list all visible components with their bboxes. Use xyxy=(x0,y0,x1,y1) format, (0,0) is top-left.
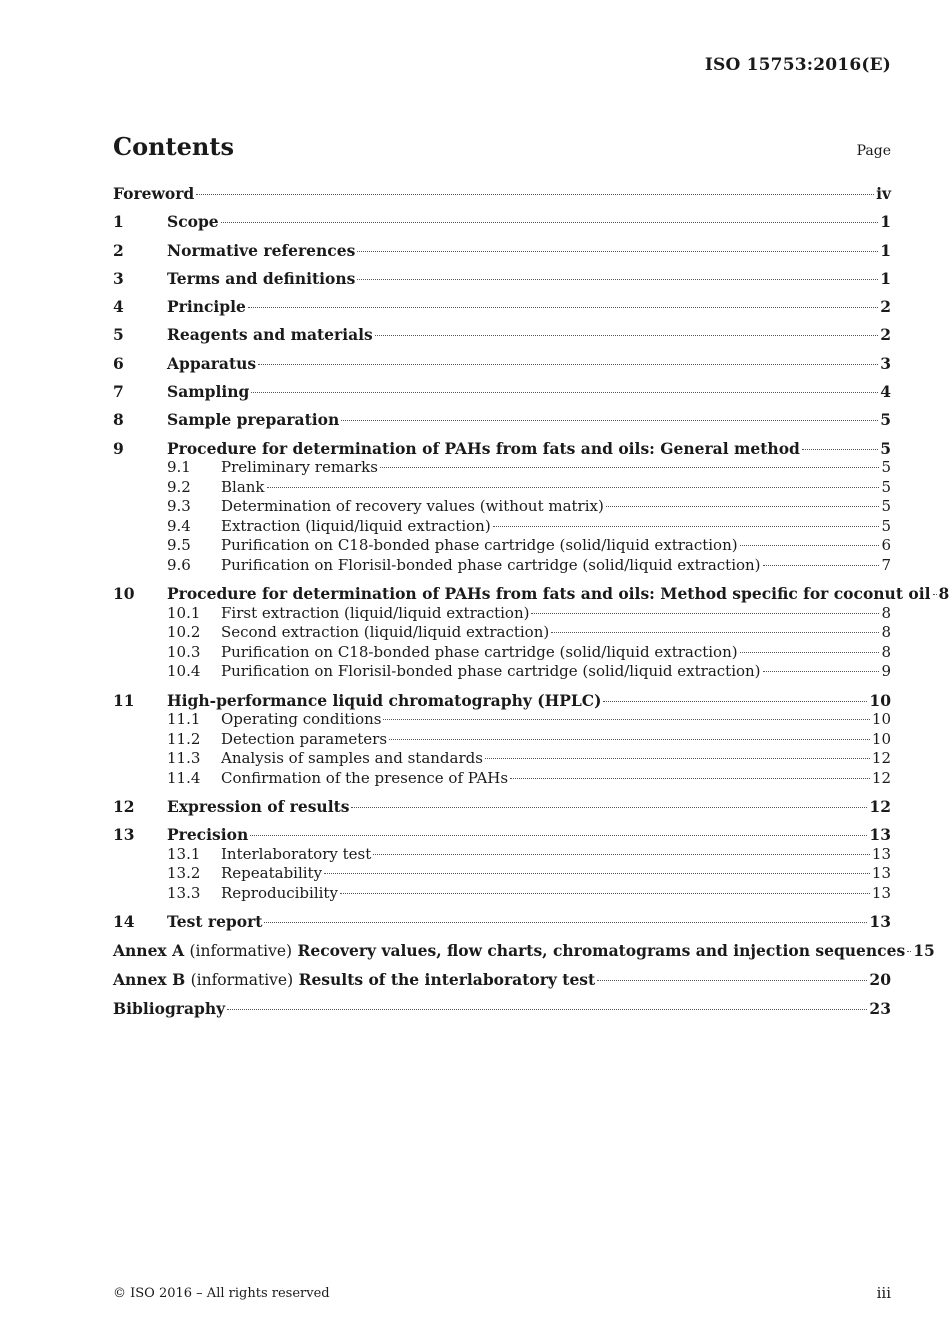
toc-entry-number: 11.3 xyxy=(167,749,201,768)
toc-entry-number: 13.3 xyxy=(167,883,201,902)
toc-entry-number: 10.4 xyxy=(167,662,201,681)
toc-entry-page: iv xyxy=(876,184,891,203)
toc-entry-number: 9.1 xyxy=(167,458,191,477)
toc-entry-page: 8 xyxy=(938,584,950,604)
toc-entry-number: 11 xyxy=(113,690,135,710)
toc-entry[interactable] xyxy=(113,212,891,232)
toc-entry-page: 7 xyxy=(881,555,891,574)
toc-entry[interactable] xyxy=(113,912,891,932)
toc-entry-title xyxy=(113,970,595,991)
toc-entry[interactable] xyxy=(113,691,891,711)
toc-entry-page: 9 xyxy=(881,662,891,681)
toc-entry-title: Confirmation of the presence of PAHs xyxy=(221,768,509,787)
toc-entry-page: 2 xyxy=(880,325,891,345)
toc-subentry[interactable] xyxy=(113,662,891,682)
dot-leader xyxy=(373,854,870,855)
toc-entry-title: Sample preparation xyxy=(167,410,340,430)
toc-entry-title: Detection parameters xyxy=(221,729,388,748)
toc-entry-title xyxy=(113,941,905,962)
toc-entry-title: Terms and definitions xyxy=(167,268,356,288)
page-column-label: Page xyxy=(856,143,891,159)
toc-entry-page: 10 xyxy=(871,710,891,729)
toc-entry-title: Analysis of samples and standards xyxy=(221,749,483,768)
toc-subentry[interactable] xyxy=(113,769,891,789)
dot-leader xyxy=(196,194,874,195)
toc-entry-page: 5 xyxy=(881,477,891,496)
toc-entry-page: 10 xyxy=(869,690,891,710)
toc-entry-page: 13 xyxy=(869,912,891,932)
dot-leader xyxy=(597,980,867,981)
toc-entry-number: 5 xyxy=(113,325,124,345)
toc-entry-title: Sampling xyxy=(167,382,250,402)
annex-label: Annex B xyxy=(113,970,186,990)
toc-entry-title: Principle xyxy=(167,297,246,317)
dot-leader xyxy=(248,307,878,308)
dot-leader xyxy=(351,807,867,808)
toc-entry-page: 5 xyxy=(880,410,891,430)
toc-entry-title: Precision xyxy=(167,825,249,845)
toc-entry-page: 2 xyxy=(880,297,891,317)
toc-subentry[interactable] xyxy=(113,730,891,750)
toc-subentry[interactable] xyxy=(113,478,891,498)
toc-entry-page: 15 xyxy=(913,940,935,960)
toc-entry-page: 1 xyxy=(880,240,891,260)
toc-entry-number: 4 xyxy=(113,297,124,317)
toc-entry[interactable] xyxy=(113,584,950,604)
toc-entry-title: First extraction (liquid/liquid extraction) xyxy=(221,603,530,622)
dot-leader xyxy=(606,506,880,507)
toc-entry-page: 6 xyxy=(881,536,891,555)
toc-entry-title: Apparatus xyxy=(167,353,257,373)
toc-entry-title: Reproducibility xyxy=(221,883,338,902)
table-of-contents xyxy=(113,184,950,1019)
dot-leader xyxy=(383,719,869,720)
toc-entry-number: 6 xyxy=(113,353,124,373)
toc-entry-number: 9 xyxy=(113,438,124,458)
toc-entry-title: Purification on C18-bonded phase cartridge (solid/liquid extraction) xyxy=(221,536,738,555)
toc-subentry[interactable] xyxy=(113,845,891,865)
toc-subentry[interactable] xyxy=(113,536,891,556)
toc-entry[interactable] xyxy=(113,970,891,991)
toc-entry[interactable] xyxy=(113,269,891,289)
toc-entry-number: 10.3 xyxy=(167,642,201,661)
page-number: iii xyxy=(876,1284,891,1302)
toc-entry-page: 5 xyxy=(881,497,891,516)
toc-entry[interactable] xyxy=(113,354,891,374)
toc-entry-number: 9.2 xyxy=(167,477,191,496)
dot-leader xyxy=(357,251,878,252)
copyright-notice: © ISO 2016 – All rights reserved xyxy=(113,1286,330,1301)
toc-entry-page: 23 xyxy=(869,999,891,1019)
dot-leader xyxy=(341,420,878,421)
document-id: ISO 15753:2016(E) xyxy=(704,55,891,75)
toc-entry[interactable] xyxy=(113,325,891,345)
dot-leader xyxy=(389,739,870,740)
toc-entry-page: 8 xyxy=(881,603,891,622)
toc-subentry[interactable] xyxy=(113,884,891,904)
toc-entry[interactable] xyxy=(113,797,891,817)
toc-entry-number: 11.2 xyxy=(167,729,201,748)
dot-leader xyxy=(340,893,870,894)
toc-subentry[interactable] xyxy=(113,623,891,643)
toc-entry-title: Purification on Florisil-bonded phase cartridge (solid/liquid extraction) xyxy=(221,662,761,681)
toc-entry-number: 11.1 xyxy=(167,710,201,729)
toc-entry-page: 13 xyxy=(869,825,891,845)
toc-entry-title: Procedure for determination of PAHs from fats and oils: General method xyxy=(167,438,800,458)
toc-entry-number: 10 xyxy=(113,584,135,604)
dot-leader xyxy=(227,1009,867,1010)
toc-entry-number: 13.2 xyxy=(167,864,201,883)
toc-entry-number: 1 xyxy=(113,212,124,232)
toc-entry-page: 4 xyxy=(880,382,891,402)
toc-entry-page: 10 xyxy=(871,729,891,748)
toc-entry-title: Preliminary remarks xyxy=(221,458,378,477)
toc-entry[interactable] xyxy=(113,410,891,430)
annex-title: Results of the interlaboratory test xyxy=(298,970,596,990)
dot-leader xyxy=(603,701,867,702)
toc-entry-page: 1 xyxy=(880,268,891,288)
dot-leader xyxy=(221,222,879,223)
toc-entry-title: Bibliography xyxy=(113,999,226,1019)
dot-leader xyxy=(264,922,867,923)
toc-entry-number: 9.6 xyxy=(167,555,191,574)
toc-subentry[interactable] xyxy=(113,710,891,730)
dot-leader xyxy=(802,449,878,450)
toc-entry-page: 5 xyxy=(881,458,891,477)
toc-entry-title: Extraction (liquid/liquid extraction) xyxy=(221,516,491,535)
toc-entry-title: Interlaboratory test xyxy=(221,844,372,863)
annex-note: (informative) xyxy=(190,971,294,990)
toc-entry-number: 10.1 xyxy=(167,603,201,622)
toc-entry-title: Purification on Florisil-bonded phase cartridge (solid/liquid extraction) xyxy=(221,555,761,574)
dot-leader xyxy=(250,835,867,836)
contents-heading: Contents xyxy=(113,132,234,161)
toc-entry-number: 9.3 xyxy=(167,497,191,516)
dot-leader xyxy=(933,594,937,595)
toc-entry-title: High-performance liquid chromatography (HPLC) xyxy=(167,690,602,710)
toc-entry-page: 13 xyxy=(871,883,891,902)
annex-title: Recovery values, flow charts, chromatograms and injection sequences xyxy=(297,940,906,960)
toc-entry-page: 8 xyxy=(881,642,891,661)
dot-leader xyxy=(551,632,879,633)
dot-leader xyxy=(357,279,878,280)
toc-entry-page: 5 xyxy=(881,516,891,535)
toc-entry-title: Procedure for determination of PAHs from fats and oils: Method specific for coconut oil xyxy=(167,584,931,604)
toc-entry-title: Operating conditions xyxy=(221,710,382,729)
toc-entry-title: Normative references xyxy=(167,240,356,260)
dot-leader xyxy=(380,467,880,468)
toc-entry[interactable] xyxy=(113,940,935,962)
toc-subentry[interactable] xyxy=(113,517,891,537)
toc-entry-title: Second extraction (liquid/liquid extraction) xyxy=(221,623,550,642)
toc-entry-title: Expression of results xyxy=(167,797,350,817)
toc-entry-page: 12 xyxy=(871,768,891,787)
toc-entry-number: 10.2 xyxy=(167,623,201,642)
toc-entry-title: Blank xyxy=(221,477,265,496)
dot-leader xyxy=(740,652,880,653)
toc-entry-number: 8 xyxy=(113,410,124,430)
dot-leader xyxy=(267,487,880,488)
toc-subentry[interactable] xyxy=(113,643,891,663)
dot-leader xyxy=(907,951,911,952)
toc-entry[interactable] xyxy=(113,439,891,459)
toc-entry-page: 12 xyxy=(869,797,891,817)
toc-subentry[interactable] xyxy=(113,749,891,769)
toc-entry-title: Purification on C18-bonded phase cartridge (solid/liquid extraction) xyxy=(221,642,738,661)
toc-entry-number: 7 xyxy=(113,382,124,402)
dot-leader xyxy=(485,758,870,759)
toc-entry-page: 5 xyxy=(880,438,891,458)
toc-subentry[interactable] xyxy=(113,864,891,884)
dot-leader xyxy=(251,392,878,393)
toc-entry-number: 12 xyxy=(113,797,135,817)
dot-leader xyxy=(493,526,880,527)
toc-entry-number: 11.4 xyxy=(167,768,201,787)
toc-entry-number: 2 xyxy=(113,240,124,260)
toc-entry[interactable] xyxy=(113,184,891,204)
toc-entry-title: Reagents and materials xyxy=(167,325,373,345)
dot-leader xyxy=(740,545,880,546)
toc-entry-number: 9.5 xyxy=(167,536,191,555)
dot-leader xyxy=(375,335,878,336)
annex-label: Annex A xyxy=(113,940,185,960)
toc-entry-page: 3 xyxy=(880,353,891,373)
dot-leader xyxy=(258,364,878,365)
toc-entry-page: 8 xyxy=(881,623,891,642)
toc-entry-number: 13.1 xyxy=(167,844,201,863)
toc-entry[interactable] xyxy=(113,241,891,261)
toc-entry-page: 1 xyxy=(880,212,891,232)
dot-leader xyxy=(763,565,880,566)
toc-entry-page: 12 xyxy=(871,749,891,768)
toc-entry[interactable] xyxy=(113,382,891,402)
toc-entry-page: 20 xyxy=(869,970,891,990)
toc-subentry[interactable] xyxy=(113,556,891,576)
toc-entry-number: 14 xyxy=(113,912,135,932)
toc-entry-number: 13 xyxy=(113,825,135,845)
toc-entry-title: Foreword xyxy=(113,184,195,203)
toc-subentry[interactable] xyxy=(113,458,891,478)
dot-leader xyxy=(324,873,870,874)
toc-entry-title: Repeatability xyxy=(221,864,323,883)
toc-entry-number: 9.4 xyxy=(167,516,191,535)
toc-entry-title: Determination of recovery values (without matrix) xyxy=(221,497,604,516)
toc-entry[interactable] xyxy=(113,999,891,1019)
toc-entry-page: 13 xyxy=(871,864,891,883)
toc-subentry[interactable] xyxy=(113,604,891,624)
toc-entry-title: Scope xyxy=(167,212,219,232)
toc-entry-page: 13 xyxy=(871,844,891,863)
dot-leader xyxy=(531,613,879,614)
toc-entry-title: Test report xyxy=(167,912,263,932)
toc-entry[interactable] xyxy=(113,297,891,317)
toc-entry-number: 3 xyxy=(113,268,124,288)
toc-subentry[interactable] xyxy=(113,497,891,517)
dot-leader xyxy=(510,778,870,779)
annex-note: (informative) xyxy=(189,941,293,960)
toc-entry[interactable] xyxy=(113,825,891,845)
dot-leader xyxy=(763,671,880,672)
